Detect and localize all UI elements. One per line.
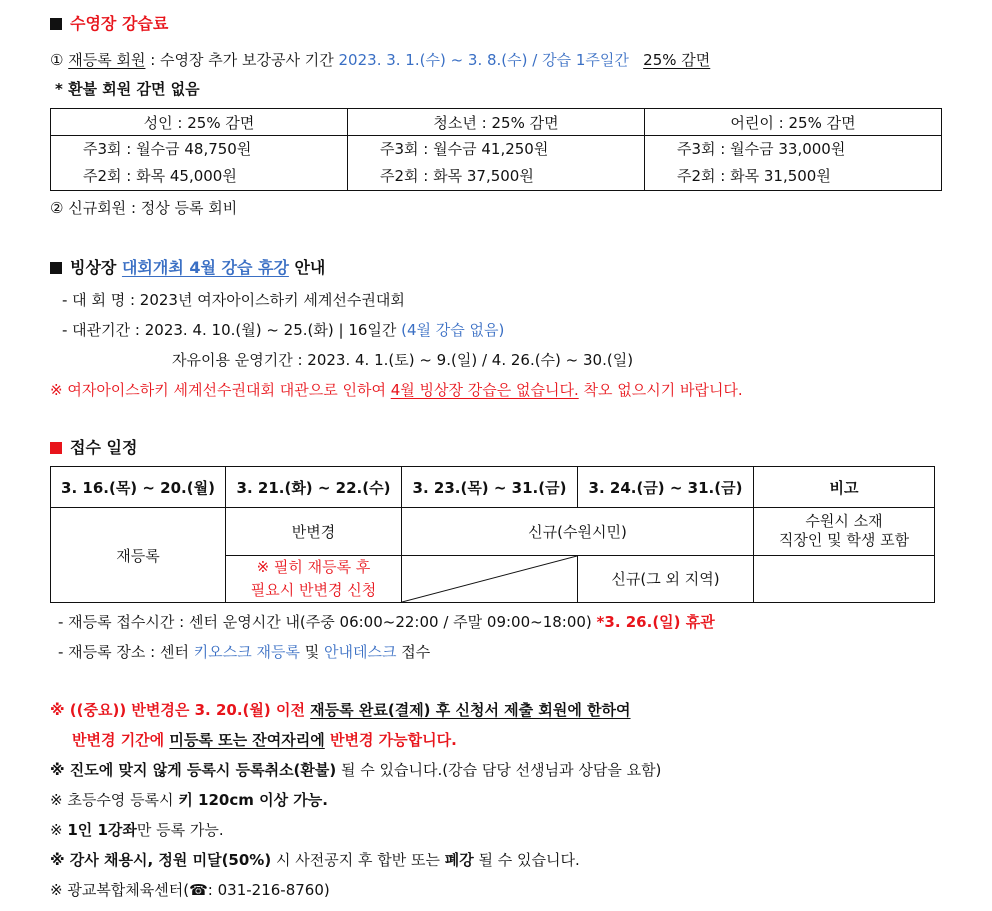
icerink-rental-period: - 대관기간 : 2023. 4. 10.(월) ~ 25.(화) | 16일간 (4월 강습 없음): [62, 321, 505, 339]
fee-cell-child: 주3회 : 월수금 33,000원 주2회 : 화목 31,500원: [645, 136, 942, 191]
note-refund: ※ 진도에 맞지 않게 등록시 등록취소(환불) 될 수 있습니다.(강습 담당 선생님과 상담을 요함): [50, 761, 662, 779]
schedule-empty-diagonal-cell: [402, 555, 578, 603]
schedule-header-remarks: 비고: [754, 467, 935, 508]
important-note-1: ※ ((중요)) 반변경은 3. 20.(월) 이전 재등록 완료(결제) 후 신청서 제출 회원에 한하여: [50, 701, 631, 719]
section-icerink-title: 빙상장 대회개최 4월 강습 휴강 안내: [50, 258, 325, 278]
important-note-2: 반변경 기간에 미등록 또는 잔여자리에 반변경 가능합니다.: [72, 731, 457, 749]
icerink-event-name: - 대 회 명 : 2023년 여자아이스하키 세계선수권대회: [62, 291, 405, 309]
section-swimming-title: 수영장 강습료: [50, 14, 168, 34]
diagonal-line: [402, 556, 577, 602]
schedule-header-3: 3. 23.(목) ~ 31.(금): [402, 467, 578, 508]
fee-header-youth: 청소년 : 25% 감면: [348, 109, 645, 136]
section-schedule-title: 접수 일정: [50, 438, 137, 458]
reregister-time: - 재등록 접수시간 : 센터 운영시간 내(주중 06:00~22:00 / 주말 09:00~18:00) *3. 26.(일) 휴관: [58, 613, 715, 631]
schedule-header-1: 3. 16.(목) ~ 20.(월): [51, 467, 226, 508]
square-bullet-icon: [50, 262, 62, 274]
note-height: ※ 초등수영 등록시 키 120cm 이상 가능.: [50, 791, 328, 809]
fee-cell-adult: 주3회 : 월수금 48,750원 주2회 : 화목 45,000원: [51, 136, 348, 191]
schedule-empty-cell: [754, 555, 935, 603]
schedule-remarks-cell: 수원시 소재 직장인 및 학생 포함: [754, 508, 935, 556]
schedule-warning-cell: ※ 필히 재등록 후 필요시 반변경 신청: [226, 555, 402, 603]
schedule-class-change-cell: 반변경: [226, 508, 402, 556]
schedule-header-4: 3. 24.(금) ~ 31.(금): [578, 467, 754, 508]
swimming-item-1: ① 재등록 회원 : 수영장 추가 보강공사 기간 2023. 3. 1.(수) ~ 3. 8.(수) / 강습 1주일간 25% 감면: [50, 51, 711, 69]
fee-header-adult: 성인 : 25% 감면: [51, 109, 348, 136]
phone-icon: ☎: [189, 881, 208, 899]
square-bullet-icon: [50, 18, 62, 30]
refund-note: * 환불 회원 감면 없음: [55, 80, 200, 98]
fee-cell-youth: 주3회 : 월수금 41,250원 주2회 : 화목 37,500원: [348, 136, 645, 191]
schedule-reregister-cell: 재등록: [51, 508, 226, 603]
reregister-place: - 재등록 장소 : 센터 키오스크 재등록 및 안내데스크 접수: [58, 643, 431, 661]
fee-header-child: 어린이 : 25% 감면: [645, 109, 942, 136]
note-contact: ※ 광교복합체육센터(☎: 031-216-8760): [50, 881, 330, 899]
schedule-new-suwon-cell: 신규(수원시민): [402, 508, 754, 556]
note-cancellation: ※ 강사 채용시, 정원 미달(50%) 시 사전공지 후 합반 또는 폐강 될 수 있습니다.: [50, 851, 580, 869]
note-one-class: ※ 1인 1강좌만 등록 가능.: [50, 821, 224, 839]
schedule-table: [50, 466, 935, 603]
swimming-item-2: ② 신규회원 : 정상 등록 회비: [50, 199, 238, 217]
icerink-warning: ※ 여자아이스하키 세계선수권대회 대관으로 인하여 4월 빙상장 강습은 없습니다. 착오 없으시기 바랍니다.: [50, 381, 743, 399]
schedule-header-2: 3. 21.(화) ~ 22.(수): [226, 467, 402, 508]
icerink-free-period: 자유이용 운영기간 : 2023. 4. 1.(토) ~ 9.(일) / 4. 26.(수) ~ 30.(일): [172, 351, 634, 369]
square-bullet-icon: [50, 442, 62, 454]
schedule-new-other-cell: 신규(그 외 지역): [578, 555, 754, 603]
swimming-fee-table: [50, 108, 942, 191]
